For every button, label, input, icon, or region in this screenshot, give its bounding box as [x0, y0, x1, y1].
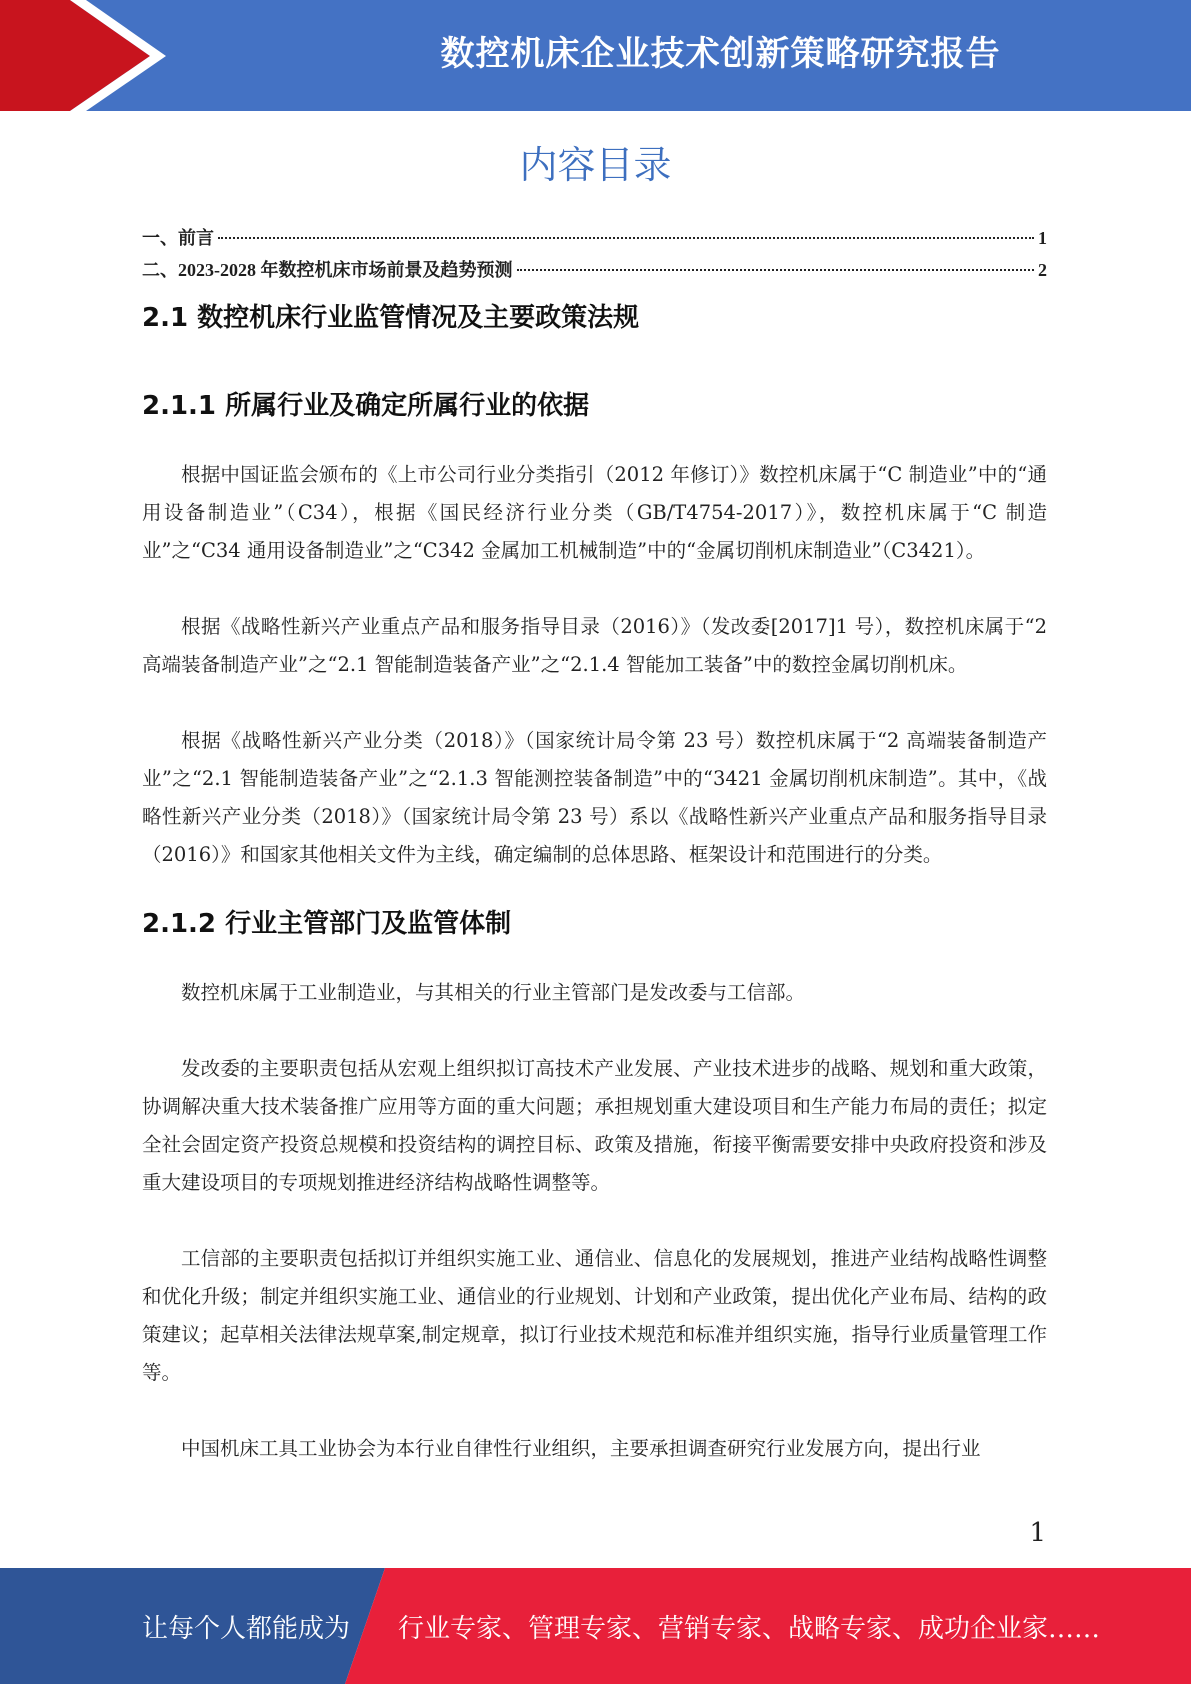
toc-item-page: 2 — [1038, 260, 1047, 280]
paragraph: 根据《战略性新兴产业重点产品和服务指导目录（2016）》（发改委[2017]1 号），数控机床属于“2 高端装备制造产业”之“2.1 智能制造装备产业”之“2.1.4 智能加工装备”中的数控金属切削机床。 — [142, 615, 1047, 676]
toc-item[interactable] — [142, 254, 1047, 286]
paragraph: 数控机床属于工业制造业，与其相关的行业主管部门是发改委与工信部。 — [181, 981, 806, 1004]
toc-item-page: 1 — [1038, 228, 1047, 248]
section-heading-2-1-2: 2.1.2 行业主管部门及监管体制 — [142, 909, 512, 939]
footer-slogan-left: 让每个人都能成为 — [142, 1614, 351, 1644]
toc-list — [142, 222, 1047, 286]
paragraph: 根据《战略性新兴产业分类（2018）》（国家统计局令第 23 号）数控机床属于“2 高端装备制造产业”之“2.1 智能制造装备产业”之“2.1.3 智能测控装备制造”中的“3421 金属切削机床制造”。其中，《战略性新兴产业分类（2018）》（国家统计局令第 23 号）系以《战略性新兴产业重点产品和服务指导目录（2016）》和国家其他相关文件为主线，确定编制的总体思路、框架设计和范围进行的分类。 — [142, 729, 1047, 866]
document-body — [142, 296, 1047, 1468]
toc-leader-dots — [218, 237, 1034, 239]
toc-item[interactable] — [142, 222, 1047, 254]
paragraph: 发改委的主要职责包括从宏观上组织拟订高技术产业发展、产业技术进步的战略、规划和重大政策，协调解决重大技术装备推广应用等方面的重大问题；承担规划重大建设项目和生产能力布局的责任；拟定全社会固定资产投资总规模和投资结构的调控目标、政策及措施，衔接平衡需要安排中央政府投资和涉及重大建设项目的专项规划推进经济结构战略性调整等。 — [142, 1057, 1047, 1194]
header-chevron-decoration — [0, 0, 260, 111]
paragraph: 根据中国证监会颁布的《上市公司行业分类指引（2012 年修订）》数控机床属于“C 制造业”中的“通用设备制造业”（C34），根据《国民经济行业分类（GB/T4754-2017）》，数控机床属于“C 制造业”之“C34 通用设备制造业”之“C342 金属加工机械制造”中的“金属切削机床制造业”（C3421）。 — [142, 463, 1047, 562]
report-footer — [0, 1568, 1191, 1684]
footer-slogan-right: 行业专家、管理专家、营销专家、战略专家、成功企业家…… — [398, 1614, 1101, 1644]
toc-item-label: 二、2023-2028 年数控机床市场前景及趋势预测 — [142, 260, 513, 280]
toc-item-label: 一、前言 — [142, 228, 214, 248]
toc-heading: 内容目录 — [519, 143, 672, 187]
report-title: 数控机床企业技术创新策略研究报告 — [440, 34, 1001, 74]
page-number: 1 — [1029, 1518, 1046, 1548]
section-heading-2-1-1: 2.1.1 所属行业及确定所属行业的依据 — [142, 391, 590, 421]
report-header — [0, 0, 1191, 111]
paragraph: 工信部的主要职责包括拟订并组织实施工业、通信业、信息化的发展规划，推进产业结构战略性调整和优化升级；制定并组织实施工业、通信业的行业规划、计划和产业政策，提出优化产业布局、结构的政策建议；起草相关法律法规草案,制定规章，拟订行业技术规范和标准并组织实施，指导行业质量管理工作等。 — [142, 1247, 1047, 1384]
section-heading-2-1: 2.1 数控机床行业监管情况及主要政策法规 — [142, 303, 640, 333]
paragraph: 中国机床工具工业协会为本行业自律性行业组织，主要承担调查研究行业发展方向，提出行业 — [181, 1437, 981, 1460]
toc-leader-dots — [517, 269, 1035, 271]
